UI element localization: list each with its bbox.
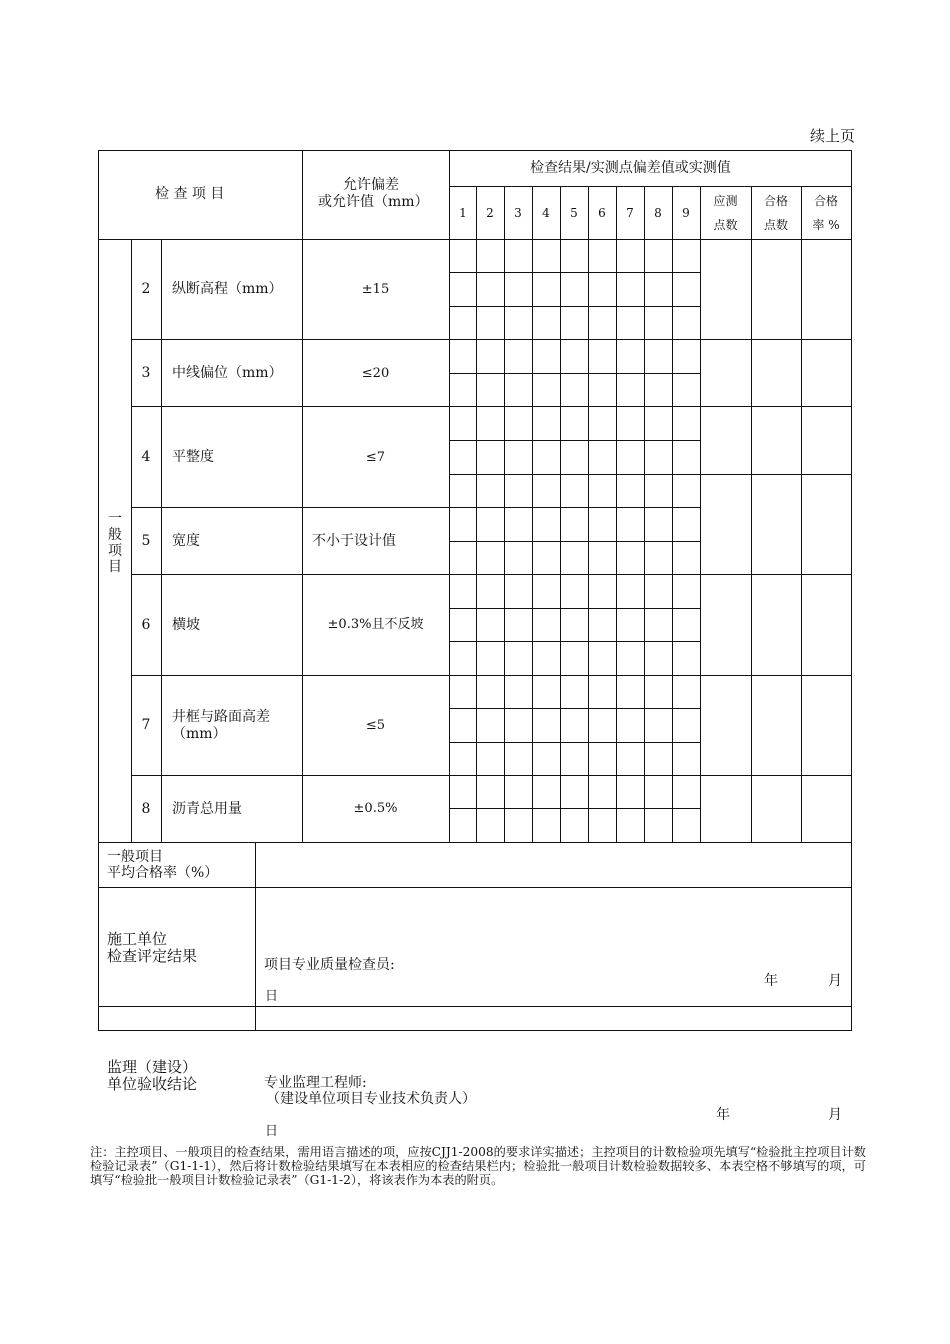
header-should-line2: 点数 [713, 218, 738, 232]
header-rate-line2: 率 % [812, 218, 840, 232]
supervisor-owner-rep-label: （建设单位项目专业技术负责人） [266, 1091, 476, 1107]
contractor-label-line2: 检查评定结果 [107, 947, 198, 965]
supervisor-year: 年 [716, 1107, 730, 1123]
point-header-5: 5 [570, 206, 578, 220]
contractor-year: 年 [764, 973, 778, 989]
point-header-9: 9 [682, 206, 690, 220]
header-result-title: 检查结果/实测点偏差值或实测值 [530, 160, 731, 176]
item-no-3: 3 [141, 365, 151, 381]
item-allow-6: ±0.3%且不反坡 [327, 617, 424, 632]
item-name-5: 宽度 [172, 533, 200, 549]
item-no-8: 8 [141, 801, 151, 817]
supervisor-month: 月 [828, 1107, 842, 1123]
contractor-inspector-label: 项目专业质量检查员: [264, 957, 395, 973]
contractor-month: 月 [828, 973, 842, 989]
header-pass-line1: 合格 [763, 194, 788, 208]
header-should-line1: 应测 [713, 194, 738, 208]
item-name-8: 沥青总用量 [172, 801, 242, 817]
point-header-7: 7 [626, 206, 634, 220]
continued-label: 续上页 [810, 127, 856, 145]
item-allow-4: ≤7 [365, 450, 386, 465]
point-header-8: 8 [654, 206, 662, 220]
point-header-1: 1 [459, 206, 467, 220]
avg-label-line1: 一般项目 [107, 849, 163, 865]
item-name-3: 中线偏位（mm） [172, 365, 283, 381]
footnote: 注：主控项目、一般项目的检查结果，需用语言描述的项，应按CJJ1-2008的要求详实描述；主控项目的计数检验项先填写“检验批主控项目计数检验记录表”（G1-1-1），然后将计数检验结果填写在本表相应的检查结果栏内；检验批一般项目计数检验数据较多、本表空格不够填写的项，可填写“检验批一般项目计数检验记录表”（G1-1-2），将该表作为本表的附页。 [90, 1145, 866, 1187]
item-name-7-line2: （mm） [172, 726, 227, 742]
point-header-6: 6 [598, 206, 606, 220]
item-no-6: 6 [141, 617, 151, 633]
item-no-5: 5 [141, 533, 151, 549]
header-rate-line1: 合格 [813, 194, 838, 208]
item-no-2: 2 [141, 281, 151, 297]
point-header-2: 2 [486, 206, 494, 220]
point-header-3: 3 [514, 206, 522, 220]
contractor-day: 日 [265, 989, 279, 1004]
contractor-label-line1: 施工单位 [107, 930, 168, 948]
item-no-7: 7 [141, 717, 151, 733]
item-allow-5: 不小于设计值 [312, 533, 396, 549]
item-allow-3: ≤20 [361, 366, 390, 381]
item-allow-7: ≤5 [365, 718, 386, 733]
avg-label-line2: 平均合格率（%） [107, 865, 219, 881]
header-item: 检 查 项 目 [155, 186, 225, 202]
item-name-6: 横坡 [172, 617, 200, 633]
supervisor-label-line1: 监理（建设） [107, 1058, 198, 1076]
item-name-4: 平整度 [172, 449, 214, 465]
header-pass-line2: 点数 [763, 218, 788, 232]
header-allow-line2: 或允许值（mm） [318, 194, 429, 210]
item-name-2: 纵断高程（mm） [172, 281, 283, 297]
supervisor-engineer-label: 专业监理工程师: [264, 1075, 367, 1091]
item-name-7-line1: 井框与路面高差 [172, 709, 270, 725]
category-label: 一般项目 [108, 511, 122, 575]
header-allow-line1: 允许偏差 [343, 177, 399, 193]
item-allow-2: ±15 [361, 282, 390, 297]
item-no-4: 4 [141, 449, 151, 465]
item-allow-8: ±0.5% [353, 801, 398, 816]
supervisor-day: 日 [265, 1124, 279, 1139]
supervisor-label-line2: 单位验收结论 [107, 1075, 198, 1093]
point-header-4: 4 [542, 206, 550, 220]
